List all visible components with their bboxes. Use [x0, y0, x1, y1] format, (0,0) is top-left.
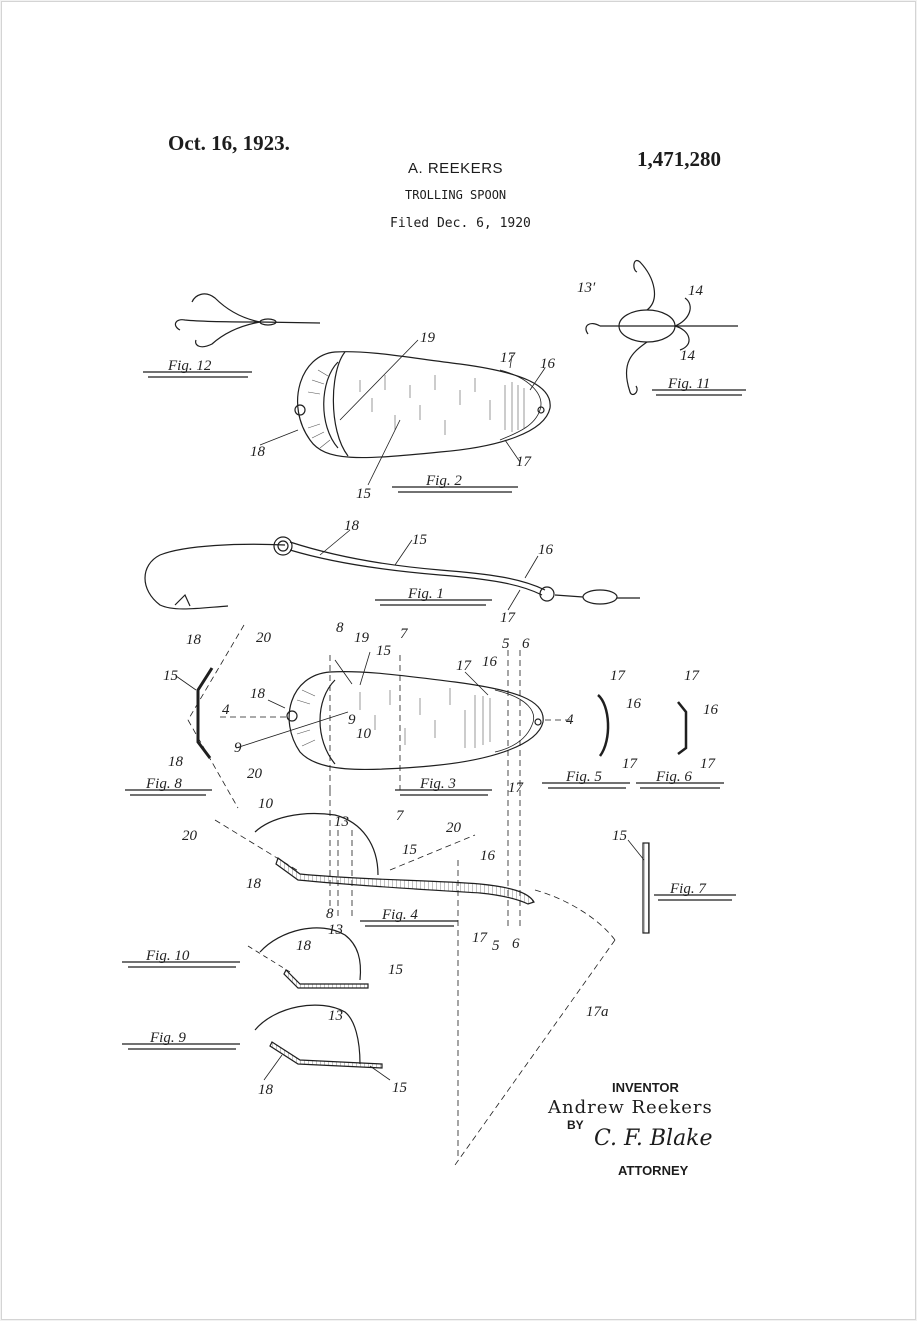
ref-4-left: 4: [222, 702, 230, 718]
fig-6-label: Fig. 6: [656, 769, 692, 785]
ref-13-fig4: 13: [334, 814, 349, 830]
inventor-name: A. REEKERS: [408, 160, 504, 177]
attorney-label: ATTORNEY: [618, 1163, 689, 1178]
ref-16-fig2: 16: [540, 356, 555, 372]
ref-17a: 17a: [586, 1004, 609, 1020]
fig-11-label: Fig. 11: [668, 376, 711, 392]
ref-17-fig6-top: 17: [684, 668, 699, 684]
ref-18-fig8-bottom: 18: [168, 754, 183, 770]
ref-20-fig4-left: 20: [182, 828, 197, 844]
fig-3-label: Fig. 3: [420, 776, 456, 792]
fig-5-drawing: [598, 695, 608, 756]
ref-15-fig7: 15: [612, 828, 627, 844]
ref-5-fig3-top: 5: [502, 636, 510, 652]
ref-20-fig8-bottom: 20: [247, 766, 262, 782]
fig-5-label: Fig. 5: [566, 769, 602, 785]
fig-11-drawing: [586, 261, 738, 395]
ref-15-fig10: 15: [388, 962, 403, 978]
ref-17-fig3: 17: [456, 658, 471, 674]
ref-9-fig3-top: 9: [348, 712, 356, 728]
by-label: BY: [567, 1118, 584, 1132]
ref-13-fig4-bottom: 13: [328, 922, 343, 938]
ref-18-fig3: 18: [250, 686, 265, 702]
ref-17-fig5-top: 17: [610, 668, 625, 684]
ref-18-fig9: 18: [258, 1082, 273, 1098]
fig-4-label: Fig. 4: [382, 907, 418, 923]
ref-17-fig5-bottom: 17: [622, 756, 637, 772]
fig-6-drawing: [678, 702, 686, 754]
ref-10-fig3-bottom: 10: [258, 796, 273, 812]
ref-17-fig1: 17: [500, 610, 515, 626]
attorney-signature: C. F. Blake: [594, 1126, 713, 1151]
ref-18-fig2: 18: [250, 444, 265, 460]
fig-8-label: Fig. 8: [146, 776, 182, 792]
fig-7-drawing: [628, 840, 649, 933]
fig-3-drawing: [220, 650, 570, 790]
ref-4-right: 4: [566, 712, 574, 728]
fig-1-label: Fig. 1: [408, 586, 444, 602]
ref-15-fig9: 15: [392, 1080, 407, 1096]
ref-19-fig2: 19: [420, 330, 435, 346]
fig-10-label: Fig. 10: [146, 948, 190, 964]
ref-15-fig1: 15: [412, 532, 427, 548]
patent-title: TROLLING SPOON: [405, 188, 507, 202]
ref-20-fig8-top: 20: [256, 630, 271, 646]
ref-15-fig2: 15: [356, 486, 371, 502]
ref-10-fig3-top: 10: [356, 726, 371, 742]
ref-9-fig3-bottom: 9: [234, 740, 242, 756]
ref-17-fig2-bottom: 17: [516, 454, 531, 470]
ref-13-fig9: 13: [328, 1008, 343, 1024]
ref-5-fig4: 5: [492, 938, 500, 954]
fig-7-label: Fig. 7: [670, 881, 706, 897]
inventor-label: INVENTOR: [612, 1080, 679, 1095]
ref-15-fig3: 15: [376, 643, 391, 659]
ref-16-fig4: 16: [480, 848, 495, 864]
ref-18-fig8-top: 18: [186, 632, 201, 648]
ref-16-fig5: 16: [626, 696, 641, 712]
ref-7-fig3-bottom: 7: [396, 808, 404, 824]
ref-15-fig8: 15: [163, 668, 178, 684]
filing-date: Filed Dec. 6, 1920: [390, 216, 531, 231]
fig-9-drawing: [255, 1005, 390, 1080]
ref-8-fig4: 8: [326, 906, 334, 922]
ref-20-fig4-right: 20: [446, 820, 461, 836]
fig-12-drawing: [175, 294, 320, 347]
ref-6-fig3-top: 6: [522, 636, 530, 652]
ref-16-fig3: 16: [482, 654, 497, 670]
ref-17-fig2-top: 17: [500, 350, 515, 366]
ref-17-fig3-bottom: 17: [508, 780, 523, 796]
ref-16-fig6: 16: [703, 702, 718, 718]
ref-13-prime: 13′: [577, 280, 596, 296]
ref-18-fig1: 18: [344, 518, 359, 534]
ref-7-fig3-top: 7: [400, 626, 408, 642]
ref-18-fig10: 18: [296, 938, 311, 954]
ref-16-fig1: 16: [538, 542, 553, 558]
patent-number: 1,471,280: [637, 147, 721, 171]
ref-14-top: 14: [688, 283, 703, 299]
ref-19-fig3: 19: [354, 630, 369, 646]
fig-12-label: Fig. 12: [168, 358, 212, 374]
inventor-signature: Andrew Reekers: [548, 1097, 713, 1118]
ref-14-bottom: 14: [680, 348, 695, 364]
ref-15-fig4: 15: [402, 842, 417, 858]
ref-18-fig4: 18: [246, 876, 261, 892]
fig-9-label: Fig. 9: [150, 1030, 186, 1046]
issue-date: Oct. 16, 1923.: [168, 131, 290, 155]
ref-6-fig4: 6: [512, 936, 520, 952]
fig-8-drawing: [176, 625, 244, 808]
fig-2-label: Fig. 2: [426, 473, 462, 489]
fig-1-drawing: [145, 530, 640, 610]
ref-17-fig4: 17: [472, 930, 487, 946]
ref-17-fig6-bottom: 17: [700, 756, 715, 772]
fig-10-drawing: [248, 928, 368, 988]
ref-8-fig3-top: 8: [336, 620, 344, 636]
